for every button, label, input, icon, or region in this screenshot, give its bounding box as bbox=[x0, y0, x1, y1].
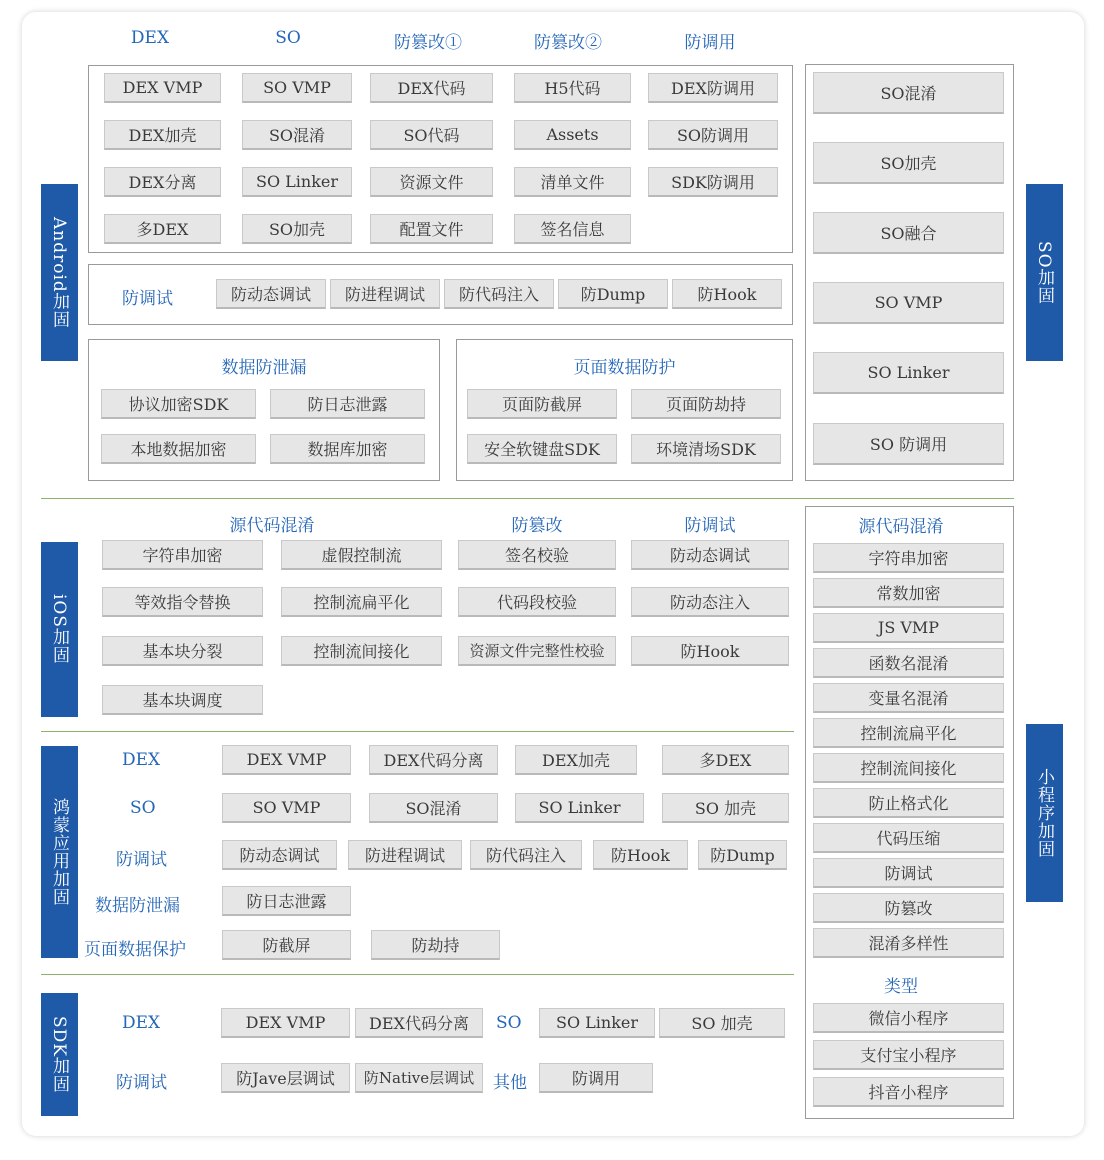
ios-obfuscation-chip: 基本块调度 bbox=[102, 685, 263, 715]
android-chip: SO防调用 bbox=[648, 120, 778, 150]
harmony-chip: 防日志泄露 bbox=[222, 886, 351, 916]
harmony-row-label: 数据防泄漏 bbox=[95, 896, 180, 916]
android-chip: 多DEX bbox=[104, 214, 221, 244]
ios-header-obfuscation: 源代码混淆 bbox=[229, 516, 315, 536]
harmony-row-label: 页面数据保护 bbox=[84, 940, 186, 960]
harmony-chip: SO 加壳 bbox=[662, 793, 789, 823]
ios-obfuscation-chip: 字符串加密 bbox=[102, 540, 263, 570]
sdk-chip: 防调用 bbox=[539, 1063, 653, 1093]
android-dataleak-chip: 本地数据加密 bbox=[101, 434, 256, 464]
android-dataleak-chip: 防日志泄露 bbox=[270, 389, 425, 419]
so-chip: SO VMP bbox=[813, 282, 1004, 324]
android-chip: SO加壳 bbox=[242, 214, 352, 244]
miniapp-chip: 防调试 bbox=[813, 858, 1004, 888]
harmony-chip: SO VMP bbox=[222, 793, 351, 823]
android-chip: DEX分离 bbox=[104, 167, 221, 197]
miniapp-chip: 常数加密 bbox=[813, 578, 1004, 608]
sdk-chip: 防Jave层调试 bbox=[221, 1063, 350, 1093]
android-chip: SO Linker bbox=[242, 167, 352, 197]
ios-obfuscation-chip: 等效指令替换 bbox=[102, 587, 263, 617]
sdk-row-label: DEX bbox=[122, 1013, 161, 1033]
android-chip: SO VMP bbox=[242, 73, 352, 103]
ios-obfuscation-chip: 控制流间接化 bbox=[281, 636, 442, 666]
miniapp-chip: 防止格式化 bbox=[813, 788, 1004, 818]
ios-tamper-chip: 代码段校验 bbox=[458, 587, 616, 617]
android-pageprotect-chip: 安全软键盘SDK bbox=[467, 434, 617, 464]
android-col-header-tamper1: 防篡改① bbox=[394, 33, 462, 53]
so-chip: SO加壳 bbox=[813, 142, 1004, 184]
ios-side-label: iOS加固 bbox=[41, 542, 78, 717]
android-chip: DEX代码 bbox=[370, 73, 493, 103]
harmony-chip: 防代码注入 bbox=[470, 840, 582, 870]
ios-debug-chip: 防动态注入 bbox=[631, 587, 789, 617]
so-frame bbox=[805, 64, 1014, 481]
so-chip: SO混淆 bbox=[813, 72, 1004, 114]
android-chip: 资源文件 bbox=[370, 167, 493, 197]
android-chip: SO代码 bbox=[370, 120, 493, 150]
android-antidebug-chip: 防代码注入 bbox=[444, 279, 554, 309]
ios-debug-chip: 防动态调试 bbox=[631, 540, 789, 570]
harmony-chip: 防Dump bbox=[698, 840, 787, 870]
sdk-side-label: SDK加固 bbox=[41, 993, 78, 1116]
android-chip: Assets bbox=[514, 120, 631, 150]
sdk-chip: SO 加壳 bbox=[659, 1008, 785, 1038]
harmony-row-label: DEX bbox=[122, 750, 161, 770]
ios-header-tamper: 防篡改 bbox=[511, 516, 563, 536]
miniapp-chip: 防篡改 bbox=[813, 893, 1004, 923]
android-dataleak-title: 数据防泄漏 bbox=[221, 358, 307, 378]
miniapp-type-chip: 抖音小程序 bbox=[813, 1077, 1004, 1107]
harmony-chip: 多DEX bbox=[662, 745, 789, 775]
miniapp-chip: 函数名混淆 bbox=[813, 648, 1004, 678]
android-chip: SDK防调用 bbox=[648, 167, 778, 197]
android-pageprotect-chip: 页面防截屏 bbox=[467, 389, 617, 419]
android-chip: DEX加壳 bbox=[104, 120, 221, 150]
android-chip: SO混淆 bbox=[242, 120, 352, 150]
sdk-chip: DEX代码分离 bbox=[355, 1008, 483, 1038]
android-col-header-tamper2: 防篡改② bbox=[534, 33, 602, 53]
android-chip: DEX防调用 bbox=[648, 73, 778, 103]
android-pageprotect-chip: 环境清场SDK bbox=[631, 434, 781, 464]
android-chip: 清单文件 bbox=[514, 167, 631, 197]
harmony-chip: 防截屏 bbox=[222, 930, 351, 960]
harmony-chip: DEX VMP bbox=[222, 745, 351, 775]
harmony-chip: 防Hook bbox=[593, 840, 688, 870]
sdk-row-label: 其他 bbox=[493, 1073, 527, 1093]
ios-tamper-chip: 签名校验 bbox=[458, 540, 616, 570]
android-chip: DEX VMP bbox=[104, 73, 221, 103]
section-divider bbox=[41, 974, 794, 975]
miniapp-chip: 控制流间接化 bbox=[813, 753, 1004, 783]
ios-obfuscation-chip: 虚假控制流 bbox=[281, 540, 442, 570]
sdk-chip: SO Linker bbox=[539, 1008, 655, 1038]
ios-obfuscation-chip: 基本块分裂 bbox=[102, 636, 263, 666]
android-antidebug-chip: 防Hook bbox=[672, 279, 782, 309]
android-col-header-anticall: 防调用 bbox=[684, 33, 736, 53]
ios-header-debug: 防调试 bbox=[684, 516, 736, 536]
android-antidebug-chip: 防Dump bbox=[558, 279, 668, 309]
android-dataleak-chip: 数据库加密 bbox=[270, 434, 425, 464]
android-chip: H5代码 bbox=[514, 73, 631, 103]
harmony-chip: SO Linker bbox=[515, 793, 644, 823]
android-col-header-so: SO bbox=[275, 28, 301, 48]
miniapp-chip: 变量名混淆 bbox=[813, 683, 1004, 713]
sdk-row-label: SO bbox=[496, 1013, 522, 1033]
miniapp-type-header: 类型 bbox=[884, 977, 918, 997]
miniapp-type-chip: 支付宝小程序 bbox=[813, 1040, 1004, 1070]
sdk-chip: DEX VMP bbox=[221, 1008, 350, 1038]
so-chip: SO Linker bbox=[813, 352, 1004, 394]
harmony-side-label: 鸿蒙应用加固 bbox=[41, 746, 78, 958]
harmony-chip: 防进程调试 bbox=[348, 840, 462, 870]
miniapp-side-label: 小程序加固 bbox=[1026, 724, 1063, 902]
section-divider bbox=[41, 731, 794, 732]
android-dataleak-chip: 协议加密SDK bbox=[101, 389, 256, 419]
sdk-chip: 防Native层调试 bbox=[355, 1063, 483, 1093]
miniapp-chip: 字符串加密 bbox=[813, 543, 1004, 573]
miniapp-chip: 混淆多样性 bbox=[813, 928, 1004, 958]
miniapp-chip: 代码压缩 bbox=[813, 823, 1004, 853]
harmony-chip: 防劫持 bbox=[371, 930, 500, 960]
android-pageprotect-chip: 页面防劫持 bbox=[631, 389, 781, 419]
so-chip: SO 防调用 bbox=[813, 423, 1004, 465]
android-antidebug-chip: 防进程调试 bbox=[330, 279, 440, 309]
section-divider bbox=[41, 498, 1014, 499]
ios-obfuscation-chip: 控制流扁平化 bbox=[281, 587, 442, 617]
harmony-chip: SO混淆 bbox=[369, 793, 498, 823]
harmony-row-label: SO bbox=[130, 798, 156, 818]
android-chip: 配置文件 bbox=[370, 214, 493, 244]
harmony-chip: 防动态调试 bbox=[222, 840, 337, 870]
android-chip: 签名信息 bbox=[514, 214, 631, 244]
miniapp-type-chip: 微信小程序 bbox=[813, 1003, 1004, 1033]
so-chip: SO融合 bbox=[813, 212, 1004, 254]
miniapp-header: 源代码混淆 bbox=[858, 517, 944, 537]
ios-tamper-chip: 资源文件完整性校验 bbox=[458, 636, 616, 666]
miniapp-chip: 控制流扁平化 bbox=[813, 718, 1004, 748]
ios-debug-chip: 防Hook bbox=[631, 636, 789, 666]
harmony-row-label: 防调试 bbox=[116, 850, 167, 870]
harmony-chip: DEX加壳 bbox=[515, 745, 637, 775]
android-col-header-dex: DEX bbox=[130, 28, 170, 48]
android-antidebug-label: 防调试 bbox=[122, 289, 173, 309]
miniapp-chip: JS VMP bbox=[813, 613, 1004, 643]
sdk-row-label: 防调试 bbox=[116, 1073, 167, 1093]
android-antidebug-chip: 防动态调试 bbox=[216, 279, 326, 309]
harmony-chip: DEX代码分离 bbox=[369, 745, 498, 775]
android-pageprotect-title: 页面数据防护 bbox=[573, 358, 676, 378]
android-side-label: Android加固 bbox=[41, 184, 78, 361]
so-side-label: SO加固 bbox=[1026, 184, 1063, 361]
